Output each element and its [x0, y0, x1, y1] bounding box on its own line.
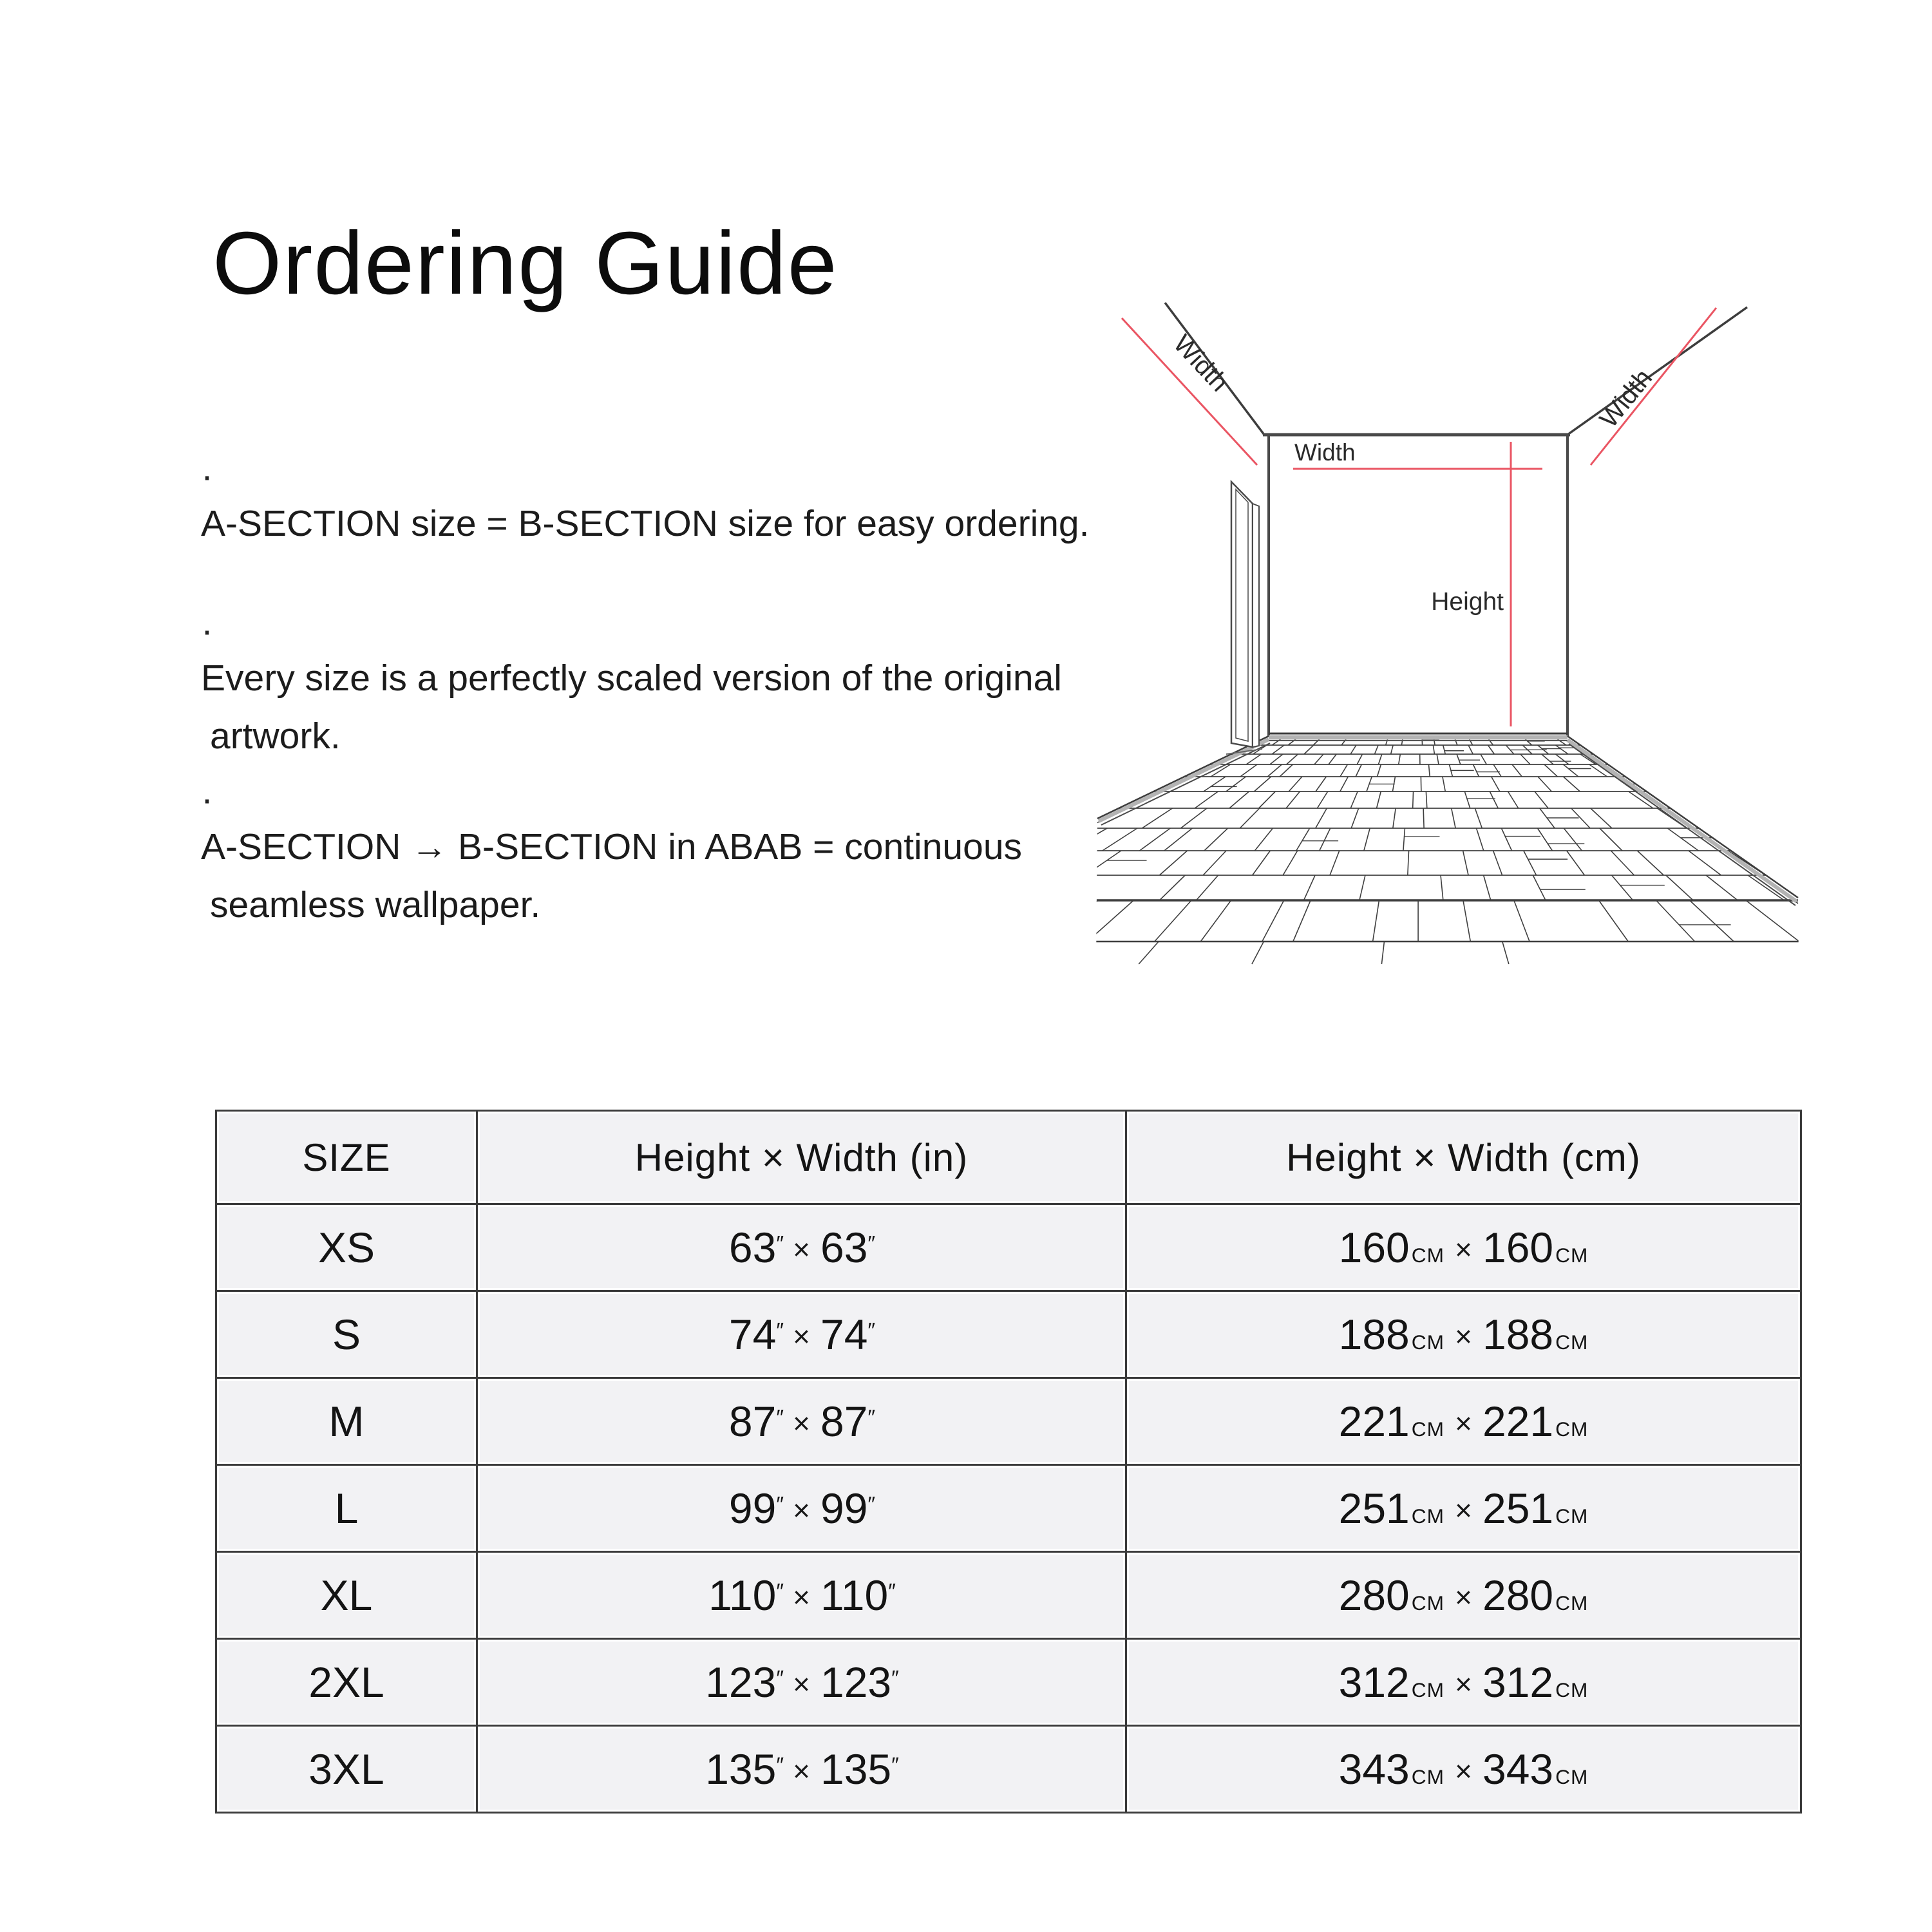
inches-cell: 99″ × 99″ — [477, 1465, 1126, 1552]
cm-unit: CM — [1411, 1244, 1444, 1267]
wall-bottom-right — [1567, 736, 1798, 898]
inches-cell: 87″ × 87″ — [477, 1378, 1126, 1465]
size-cell: XL — [216, 1552, 477, 1639]
cm-unit: CM — [1411, 1678, 1444, 1701]
cm-unit: CM — [1411, 1591, 1444, 1615]
bullet-marker: · — [201, 610, 213, 651]
inches-cell: 110″ × 110″ — [477, 1552, 1126, 1639]
inches-cell: 135″ × 135″ — [477, 1726, 1126, 1813]
inch-mark: ″ — [776, 1318, 782, 1342]
table-row — [216, 1291, 1801, 1378]
times-sign: × — [1455, 1233, 1472, 1266]
bullet-marker: · — [201, 779, 213, 820]
header-cm: Height × Width (cm) — [1126, 1111, 1801, 1204]
times-sign: × — [793, 1406, 810, 1440]
table-row — [216, 1204, 1801, 1291]
cm-cell: 251CM × 251CM — [1126, 1465, 1801, 1552]
inch-mark: ″ — [776, 1752, 782, 1777]
width-label-left: Width — [1168, 329, 1234, 397]
size-cell: M — [216, 1378, 477, 1465]
size-cell: XS — [216, 1204, 477, 1291]
inch-mark: ″ — [867, 1405, 875, 1429]
bullet-item — [201, 775, 1022, 929]
bullet-marker: · — [201, 455, 213, 497]
inch-mark: ″ — [867, 1231, 875, 1255]
inch-mark: ″ — [867, 1318, 875, 1342]
header-size: SIZE — [216, 1111, 477, 1204]
cm-unit: CM — [1555, 1678, 1589, 1701]
cm-unit: CM — [1555, 1417, 1589, 1441]
times-sign: × — [793, 1754, 810, 1788]
bullet-item — [201, 452, 1089, 558]
times-sign: × — [1455, 1754, 1472, 1788]
times-sign: × — [793, 1580, 810, 1614]
times-sign: × — [1455, 1320, 1472, 1353]
bullet-line-1: Every size is a perfectly scaled version of the original — [201, 658, 1062, 699]
size-cell: 3XL — [216, 1726, 477, 1813]
bullet-line-2: seamless wallpaper. — [210, 884, 541, 926]
width-label-wall: Width — [1294, 439, 1356, 466]
times-sign: × — [1455, 1406, 1472, 1440]
baseboard-right — [1567, 740, 1797, 902]
cm-cell: 280CM × 280CM — [1126, 1552, 1801, 1639]
door-front-face — [1231, 482, 1253, 747]
times-sign: × — [793, 1667, 810, 1701]
inch-mark: ″ — [891, 1665, 898, 1690]
times-sign: × — [1455, 1493, 1472, 1527]
cm-unit: CM — [1411, 1765, 1444, 1788]
inch-mark: ″ — [776, 1665, 782, 1690]
room-illustration — [1088, 293, 1806, 976]
bullet-line-1: A-SECTION → B-SECTION in ABAB = continuous — [201, 826, 1023, 868]
inch-mark: ″ — [888, 1578, 895, 1603]
table-row — [216, 1552, 1801, 1639]
size-table — [215, 1110, 1802, 1814]
inch-mark: ″ — [776, 1231, 782, 1255]
page-title: Ordering Guide — [213, 214, 838, 313]
table-row — [216, 1465, 1801, 1552]
cm-unit: CM — [1411, 1417, 1444, 1441]
bullet-line-2: artwork. — [210, 715, 341, 757]
size-cell: S — [216, 1291, 477, 1378]
wall-bottom-left-outer — [1101, 743, 1270, 825]
table-header-row — [216, 1111, 1801, 1204]
inch-mark: ″ — [776, 1405, 782, 1429]
cm-cell: 160CM × 160CM — [1126, 1204, 1801, 1291]
inch-mark: ″ — [891, 1752, 898, 1777]
times-sign: × — [1455, 1667, 1472, 1701]
wall-bottom-right-outer — [1569, 744, 1795, 905]
door-side-face — [1253, 504, 1259, 747]
table-row — [216, 1378, 1801, 1465]
cm-cell: 312CM × 312CM — [1126, 1639, 1801, 1726]
cm-unit: CM — [1555, 1591, 1589, 1615]
inch-mark: ″ — [776, 1492, 782, 1516]
times-sign: × — [1455, 1580, 1472, 1614]
size-cell: L — [216, 1465, 477, 1552]
bullet-item — [201, 607, 1062, 760]
inch-mark: ″ — [867, 1492, 875, 1516]
inches-cell: 123″ × 123″ — [477, 1639, 1126, 1726]
cm-unit: CM — [1411, 1331, 1444, 1354]
cm-cell: 343CM × 343CM — [1126, 1726, 1801, 1813]
cm-unit: CM — [1411, 1504, 1444, 1528]
bullet-line-1: A-SECTION size = B-SECTION size for easy ordering. — [201, 503, 1090, 545]
table-row — [216, 1726, 1801, 1813]
inches-cell: 63″ × 63″ — [477, 1204, 1126, 1291]
cm-cell: 221CM × 221CM — [1126, 1378, 1801, 1465]
height-label: Height — [1431, 588, 1504, 616]
times-sign: × — [793, 1320, 810, 1353]
wall-bottom-left — [1097, 736, 1269, 819]
cm-unit: CM — [1555, 1765, 1589, 1788]
cm-cell: 188CM × 188CM — [1126, 1291, 1801, 1378]
inches-cell: 74″ × 74″ — [477, 1291, 1126, 1378]
inch-mark: ″ — [776, 1578, 782, 1603]
table-row — [216, 1639, 1801, 1726]
times-sign: × — [793, 1493, 810, 1527]
cm-unit: CM — [1555, 1504, 1589, 1528]
width-label-right: Width — [1594, 364, 1658, 433]
cm-unit: CM — [1555, 1331, 1589, 1354]
times-sign: × — [793, 1233, 810, 1266]
cm-unit: CM — [1555, 1244, 1589, 1267]
header-inches: Height × Width (in) — [477, 1111, 1126, 1204]
size-cell: 2XL — [216, 1639, 477, 1726]
